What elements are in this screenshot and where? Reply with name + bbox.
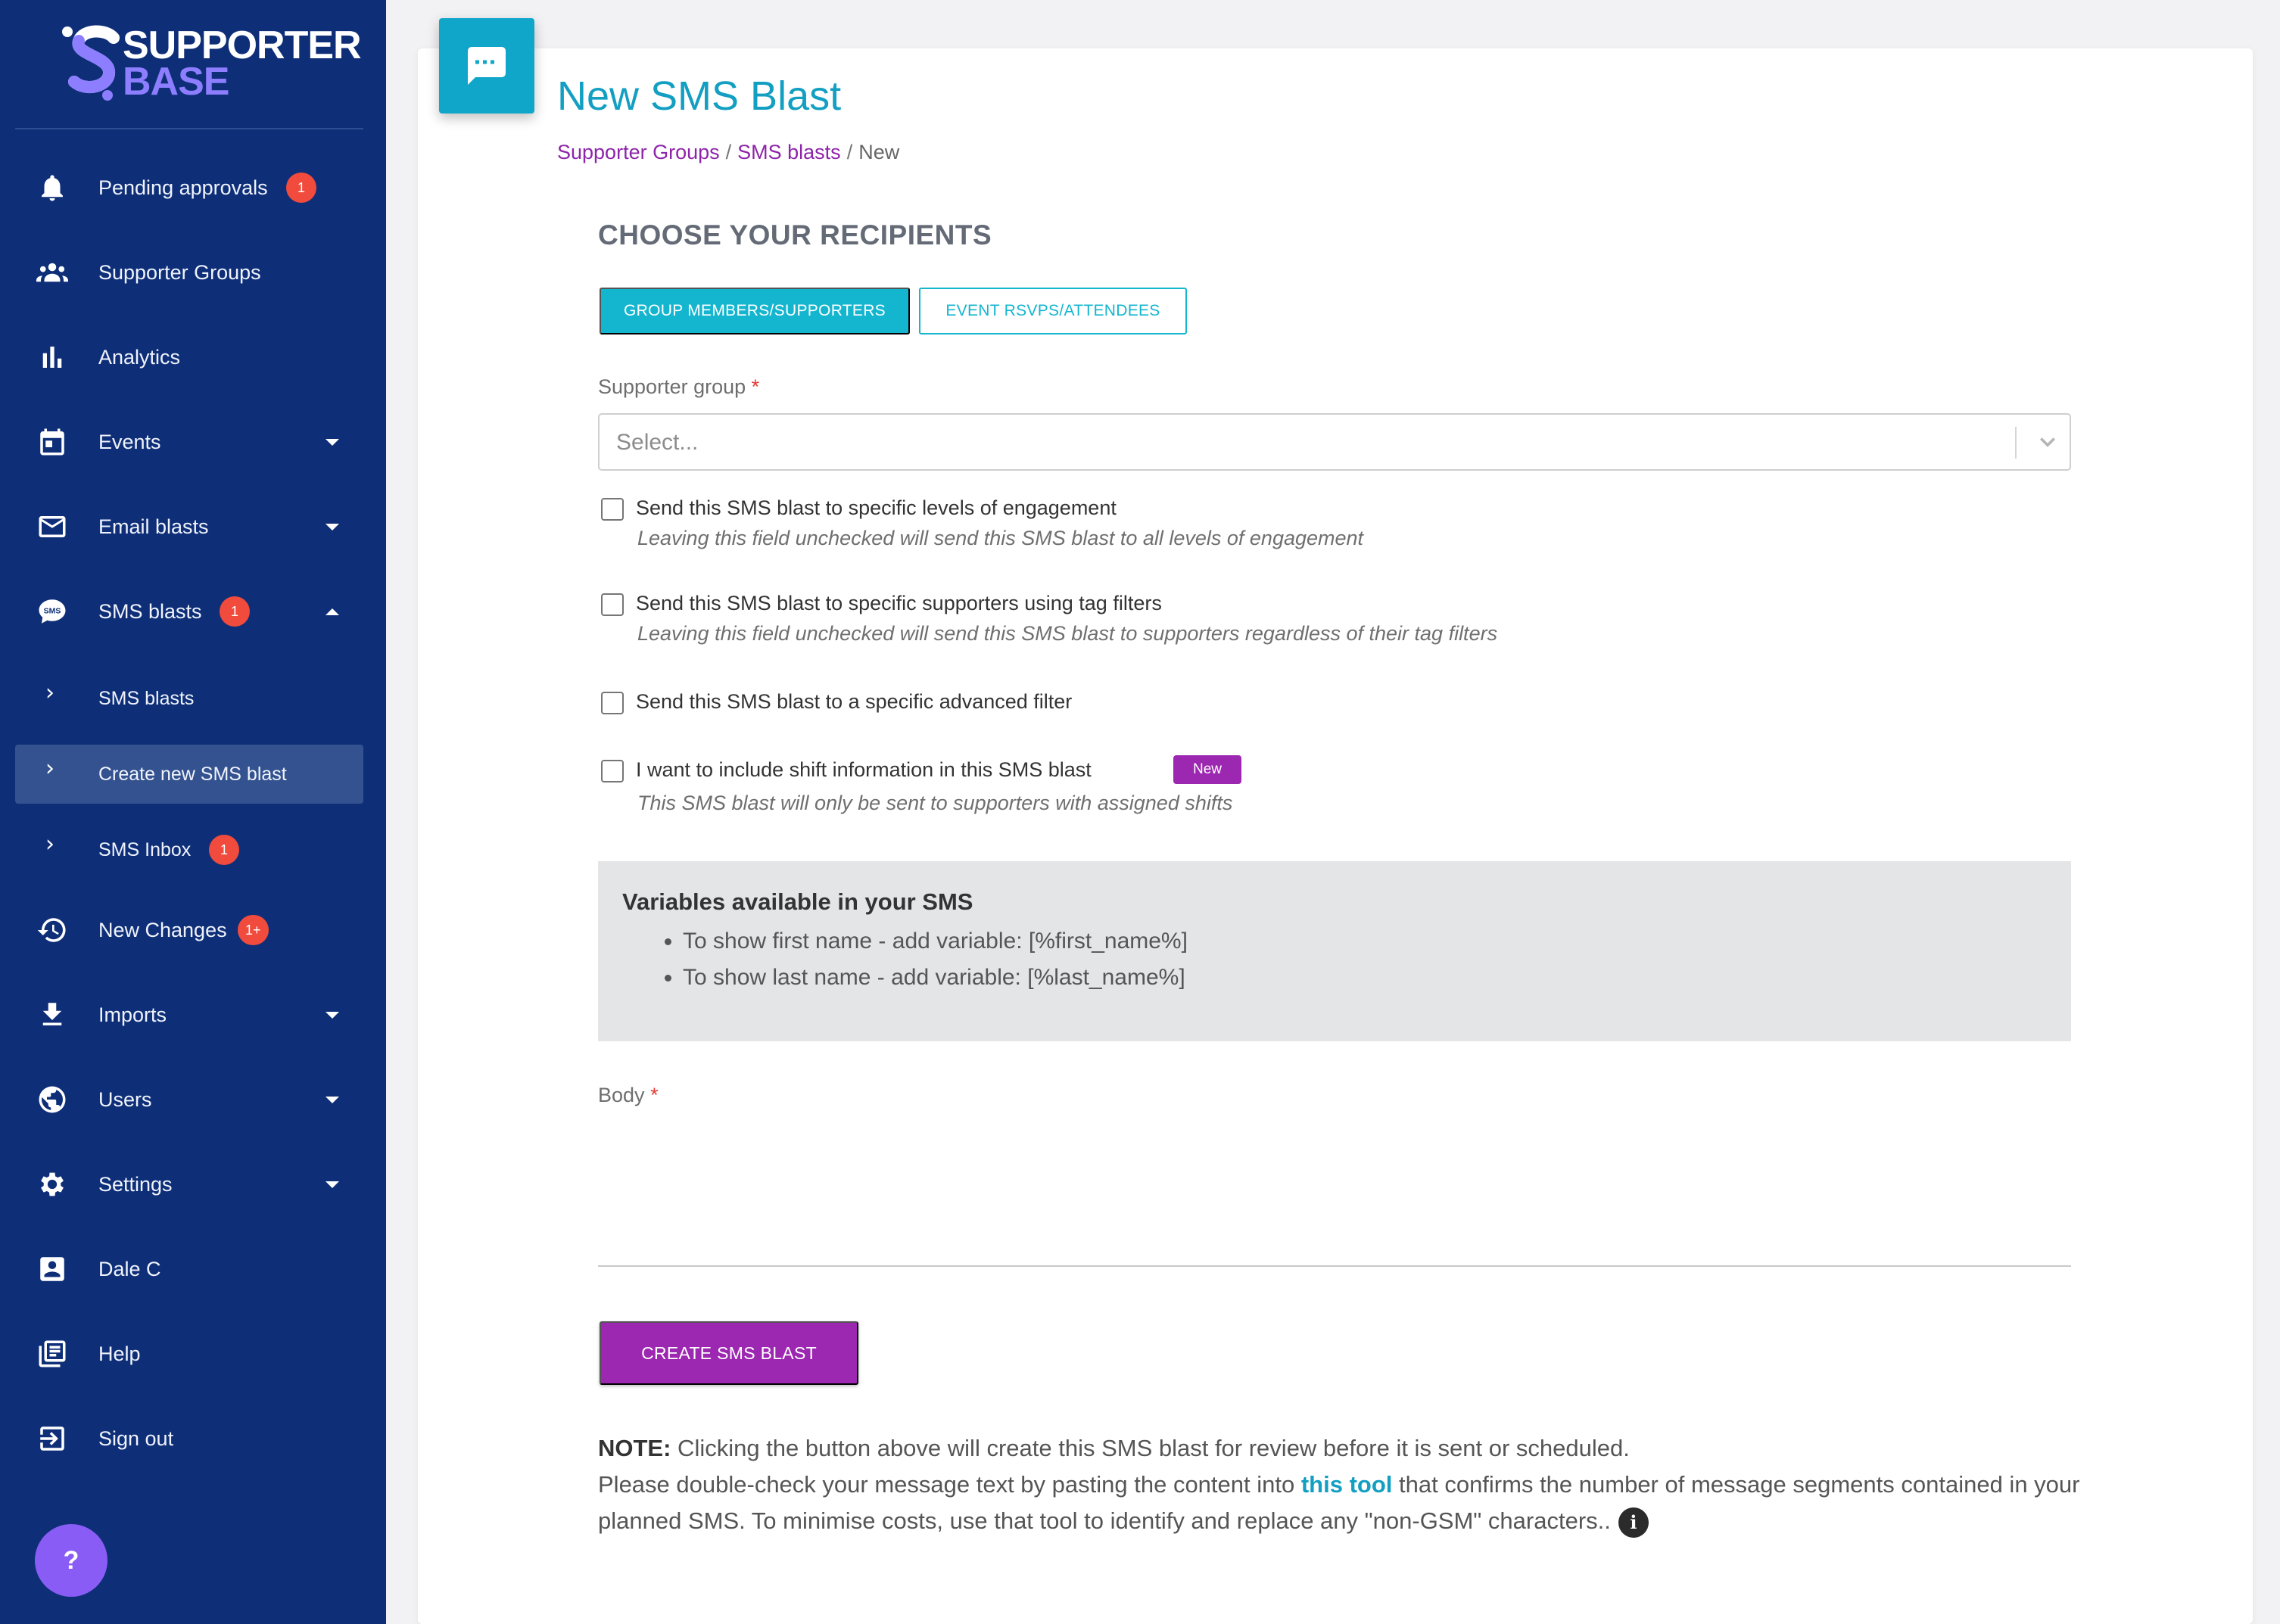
note-line1: Clicking the button above will create this SMS blast for review before it is sent or scheduled. [671,1435,1630,1461]
chevron-up-icon [325,608,339,615]
sidebar-divider [15,128,363,129]
supporter-group-label [598,375,759,399]
checkbox-help-text: Leaving this field unchecked will send this SMS blast to supporters regardless of their tag filters [637,622,1498,645]
chevron-right-icon: › [45,755,55,782]
chevron-down-icon [325,1097,339,1103]
checkbox-help-text: This SMS blast will only be sent to supporters with assigned shifts [637,792,1233,814]
body-label-text: Body [598,1084,645,1106]
sidebar-subitem-sms-blasts[interactable] [15,669,363,728]
required-marker: * [751,375,760,398]
sidebar-item-sms-blasts[interactable] [15,582,363,641]
tag-filters-checkbox[interactable] [601,593,624,616]
select-separator [2015,427,2017,459]
variables-list [683,923,1188,996]
sidebar-item-label: Imports [98,1003,167,1026]
body-textarea[interactable] [598,1265,2071,1267]
tab-group-members[interactable]: GROUP MEMBERS/SUPPORTERS [600,288,910,334]
sidebar-item-help[interactable] [15,1324,363,1383]
sidebar [0,0,386,1624]
logo-mark-icon [61,21,129,104]
new-badge: New [1173,755,1241,784]
logo-line1: SUPPORTER [123,23,361,67]
breadcrumb-link-sms-blasts[interactable]: SMS blasts [737,141,841,163]
supporter-group-label-text: Supporter group [598,375,746,398]
chevron-down-icon [325,1012,339,1019]
sidebar-item-imports[interactable] [15,985,363,1044]
sidebar-subitem-label: Create new SMS blast [98,763,287,785]
breadcrumb-link-supporter-groups[interactable]: Supporter Groups [557,141,720,163]
sidebar-item-label: Users [98,1087,152,1111]
variable-item: • To show last name - add variable: [%last_name%] [683,960,1188,996]
variables-info-box [598,861,2071,1041]
history-icon [35,913,70,947]
breadcrumb-current: New [858,141,900,163]
sms-bubble-icon [35,594,70,629]
sidebar-item-pending-approvals[interactable] [15,158,363,217]
gear-icon [35,1167,70,1202]
sidebar-item-new-changes[interactable] [15,901,363,960]
sms-header-badge [439,18,534,114]
sidebar-subitem-create-new-sms-blast[interactable] [15,745,363,804]
chevron-down-icon [325,524,339,530]
sidebar-item-label: Supporter Groups [98,260,261,284]
advanced-filter-checkbox[interactable] [601,692,624,714]
download-icon [35,997,70,1032]
sidebar-item-label: Analytics [98,345,181,369]
segment-tool-link[interactable]: this tool [1300,1471,1393,1498]
body-label [598,1084,659,1107]
sidebar-item-users[interactable] [15,1070,363,1129]
note-prefix: NOTE: [598,1435,671,1461]
sidebar-item-label: Help [98,1342,141,1365]
globe-user-icon [35,1082,70,1117]
checkbox-label[interactable]: Send this SMS blast to specific levels of engagement [636,496,1117,519]
chevron-down-icon [325,439,339,446]
breadcrumb-separator: / [846,141,853,163]
chevron-right-icon: › [45,831,55,857]
select-placeholder: Select... [616,430,699,455]
sidebar-subitem-label: SMS Inbox [98,838,192,860]
info-icon[interactable]: i [1618,1507,1649,1538]
engagement-levels-checkbox[interactable] [601,498,624,521]
bar-chart-icon [35,340,70,375]
page-title: New SMS Blast [557,73,842,119]
sidebar-item-email-blasts[interactable] [15,497,363,556]
sidebar-item-label: New Changes [98,918,227,941]
people-icon [35,255,70,290]
mail-icon [35,509,70,544]
notification-badge: 1 [209,835,239,865]
sidebar-item-label: Dale C [98,1257,161,1280]
chat-bubble-icon [464,43,509,89]
sidebar-item-profile[interactable] [15,1240,363,1299]
checkbox-label[interactable]: Send this SMS blast to specific supporters using tag filters [636,592,1162,614]
sidebar-item-events[interactable] [15,412,363,471]
section-title-recipients: CHOOSE YOUR RECIPIENTS [598,219,992,250]
required-marker: * [650,1084,659,1106]
shift-information-checkbox[interactable] [601,760,624,782]
note-line2-post: that confirms the number of message segments contained in your planned SMS. To minimise costs, use that tool to identify and replace any "non-GSM" characters.. [598,1471,2080,1534]
main-card [418,48,2253,1624]
variable-item: • To show first name - add variable: [%first_name%] [683,923,1188,960]
note-line2-pre: Please double-check your message text by pasting the content into [598,1471,1301,1498]
supporter-base-logo[interactable] [61,21,361,104]
create-sms-blast-button[interactable]: CREATE SMS BLAST [600,1321,858,1385]
sidebar-item-label: Email blasts [98,515,209,538]
bell-icon [35,170,70,205]
sidebar-item-analytics[interactable] [15,328,363,387]
chevron-down-icon[interactable] [2032,425,2064,457]
logo-wordmark [123,23,361,104]
breadcrumb [557,141,899,164]
sidebar-item-sign-out[interactable] [15,1409,363,1468]
sidebar-subitem-sms-inbox[interactable] [15,820,363,879]
sidebar-item-settings[interactable] [15,1155,363,1214]
note-paragraph [598,1430,2082,1539]
sidebar-item-supporter-groups[interactable] [15,243,363,302]
supporter-group-select[interactable] [598,413,2071,471]
newspaper-icon [35,1336,70,1371]
svg-text:SMS: SMS [43,606,61,616]
chevron-right-icon: › [45,680,55,706]
checkbox-label[interactable]: Send this SMS blast to a specific advanced filter [636,690,1073,713]
help-fab-button[interactable]: ? [35,1524,107,1597]
notification-badge: 1+ [238,915,269,945]
chevron-down-icon [325,1181,339,1188]
notification-badge: 1 [220,596,250,627]
contact-card-icon [35,1252,70,1286]
logo-line2: BASE [123,60,229,104]
checkbox-help-text: Leaving this field unchecked will send this SMS blast to all levels of engagement [637,527,1364,549]
sidebar-subitem-label: SMS blasts [98,687,195,709]
calendar-icon [35,425,70,459]
sidebar-item-label: Sign out [98,1426,174,1450]
notification-badge: 1 [286,173,316,203]
variables-title: Variables available in your SMS [622,888,973,915]
sign-out-icon [35,1421,70,1456]
tab-event-rsvps[interactable]: EVENT RSVPS/ATTENDEES [919,288,1187,334]
breadcrumb-separator: / [725,141,732,163]
sidebar-item-label: Pending approvals [98,176,268,199]
sidebar-item-label: Events [98,430,161,453]
sidebar-item-label: Settings [98,1172,173,1196]
checkbox-label[interactable]: I want to include shift information in this SMS blast [636,758,1092,781]
sidebar-item-label: SMS blasts [98,599,202,623]
